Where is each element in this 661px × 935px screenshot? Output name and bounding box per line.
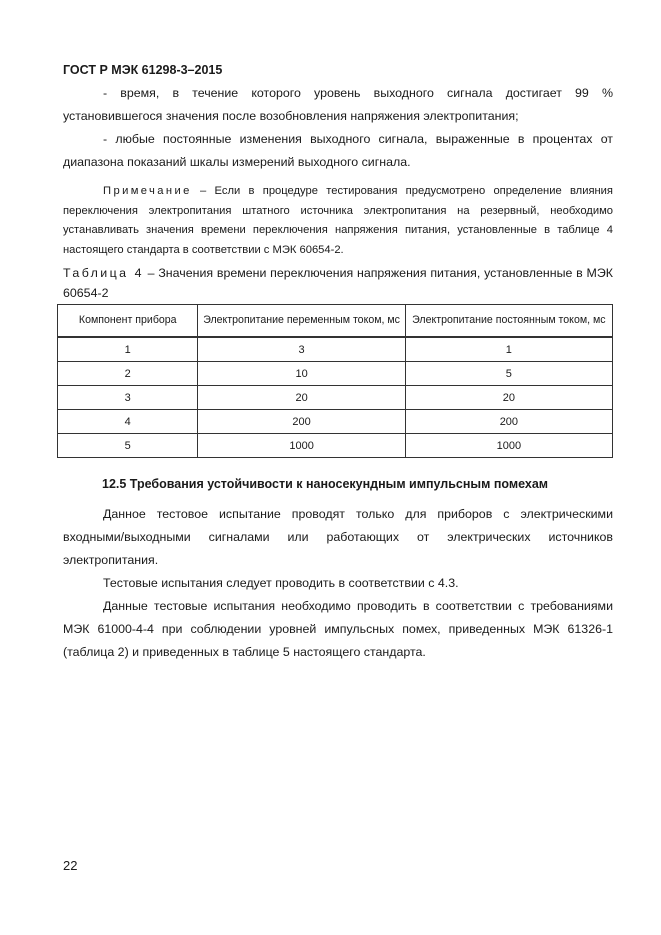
section-paragraph-scope: Данное тестовое испытание проводят только для приборов с электрическими входными/выходными сигналами или работающих от электрических источников электропитания. — [63, 507, 613, 567]
switchover-time-table — [57, 304, 613, 458]
table-caption-label: Таблица 4 — [63, 266, 144, 280]
paragraph-time-settling: - время, в течение которого уровень выходного сигнала достигает 99 % установившегося значения после возобновления напряжения электропитания; — [63, 86, 613, 123]
table-row — [58, 410, 613, 434]
cell-dc: 5 — [405, 362, 612, 386]
table-row — [58, 386, 613, 410]
document-header: ГОСТ Р МЭК 61298-3–2015 — [63, 63, 223, 77]
cell-dc: 1 — [405, 337, 612, 362]
section-paragraph-procedure: Тестовые испытания следует проводить в соответствии с 4.3. — [103, 576, 459, 590]
cell-dc: 20 — [405, 386, 612, 410]
table-row — [58, 434, 613, 458]
cell-component: 4 — [58, 410, 198, 434]
table-header-row — [58, 305, 613, 338]
cell-component: 5 — [58, 434, 198, 458]
cell-ac: 20 — [198, 386, 405, 410]
cell-ac: 3 — [198, 337, 405, 362]
table-caption — [63, 263, 613, 303]
note-text: – Если в процедуре тестирования предусмотрено определение влияния переключения электропитания штатного источника электропитания на резервный, необходимо устанавливать значения времени переключения напряжения питания, установленные в таблице 4 настоящего стандарта в соответствии с МЭК 60654-2. — [63, 185, 613, 256]
table-caption-text: – Значения времени переключения напряжения питания, установленные в МЭК 60654-2 — [63, 266, 613, 300]
header-dc: Электропитание постоянным током, мс — [405, 305, 612, 338]
table-row — [58, 362, 613, 386]
header-component: Компонент прибора — [58, 305, 198, 338]
cell-ac: 200 — [198, 410, 405, 434]
cell-ac: 1000 — [198, 434, 405, 458]
section-paragraph-requirements: Данные тестовые испытания необходимо проводить в соответствии с требованиями МЭК 61000-4-4 при соблюдении уровней импульсных помех, приведенных МЭК 61326-1 (таблица 2) и приведенных в таблице 5 настоящего стандарта. — [63, 599, 613, 659]
note-paragraph — [63, 182, 613, 260]
cell-component: 1 — [58, 337, 198, 362]
page-number: 22 — [63, 858, 78, 873]
table-row — [58, 337, 613, 362]
section-title: 12.5 Требования устойчивости к наносекундным импульсным помехам — [102, 477, 549, 491]
note-label: Примечание — [103, 185, 192, 197]
cell-component: 2 — [58, 362, 198, 386]
cell-dc: 200 — [405, 410, 612, 434]
cell-component: 3 — [58, 386, 198, 410]
cell-ac: 10 — [198, 362, 405, 386]
paragraph-permanent-changes: - любые постоянные изменения выходного сигнала, выраженные в процентах от диапазона показаний шкалы измерений выходного сигнала. — [63, 132, 613, 169]
cell-dc: 1000 — [405, 434, 612, 458]
header-ac: Электропитание переменным током, мс — [198, 305, 405, 338]
